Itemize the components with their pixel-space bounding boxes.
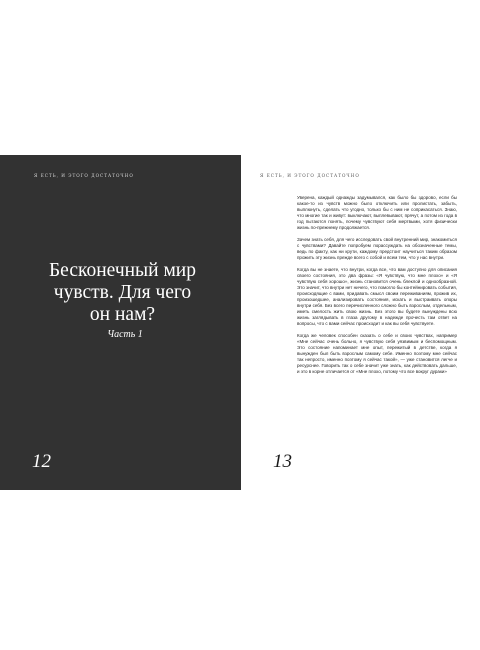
paragraph-1: Уверена, каждый однажды задумывался, как было бы здорово, если бы какое-то из чувств можно было отключить или пролистать, забыть, выплюнуть, сделать что угодно, только бы с ним не соприкасаться. Знаю, что многие так и живут: выключают, выплевывают, прячут, а потом из года в год пытаются понять, почему чувствуют себя мертвыми, хотя физически жизнь по-прежнему продолжается. xyxy=(297,195,457,230)
chapter-title-line-1: Бесконечный мир xyxy=(48,260,196,281)
part-label: Часть 1 xyxy=(107,329,143,340)
book-spread xyxy=(0,155,480,490)
paragraph-3: Когда вы не знаете, что внутри, когда все, что вам доступно для описания своего состояния, это два фразы: «Я чувствую, что мне плохо» и «Я чувствую себя хорошо», жизнь становится очень блеклой и однообразной. Это значит, что внутри нет ничего, что помогло бы контейнировать события, происходящие с вами, придавать смысл своим переживаниям, прожив их, произошедшее, анализировать состояния, искать и выстраивать опоры внутри себя. Без всего перечисленного сложно быть взрослым, отдельным, иметь смелость жить свою жизнь. Без этого вы будете вынуждены всю жизнь заглядывать в глаза другому в надежде прочесть там ответ на вопросы, что с вами сейчас происходит и как вы себя чувствуете. xyxy=(297,267,457,326)
right-page xyxy=(241,155,480,490)
running-head-left: Я ЕСТЬ, И ЭТОГО ДОСТАТОЧНО xyxy=(34,173,134,178)
page-number-left: 12 xyxy=(32,451,51,472)
chapter-title-line-3: он нам? xyxy=(89,304,156,325)
chapter-title-line-2: чувств. Для чего xyxy=(53,282,192,303)
paragraph-2: Зачем знать себя, для чего исследовать свой внутренний мир, знакомиться с чувствами? Давайте попробуем порассуждать на обозначенные темы, ведь по факту, как ни крути, каждому предстоит научиться таким образом прожить эту жизнь прежде всего с собой и всем тем, что у нас внутри. xyxy=(297,237,457,260)
page-number-right: 13 xyxy=(273,451,292,472)
left-page xyxy=(0,155,241,490)
body-text xyxy=(297,195,457,381)
running-head-right: Я ЕСТЬ, И ЭТОГО ДОСТАТОЧНО xyxy=(260,173,360,178)
paragraph-4: Когда же человек способен сказать о себе и своих чувствах, например «Мне сейчас очень больно, я чувствую себя уязвимым и беспомощным. Это состояние напоминает мне опыт, пережитый в детстве, когда я вынужден был быть взрослым самому себе. Именно поэтому мне сейчас так непросто, именно поэтому я сейчас такой», — уже становится легче и ресурснее. Говорить так о себе значит уже знать, как действовать дальше, и это в корне отличается от «Мне плохо, потому что все вокруг дураки» xyxy=(297,333,457,374)
chapter-title xyxy=(40,260,205,326)
